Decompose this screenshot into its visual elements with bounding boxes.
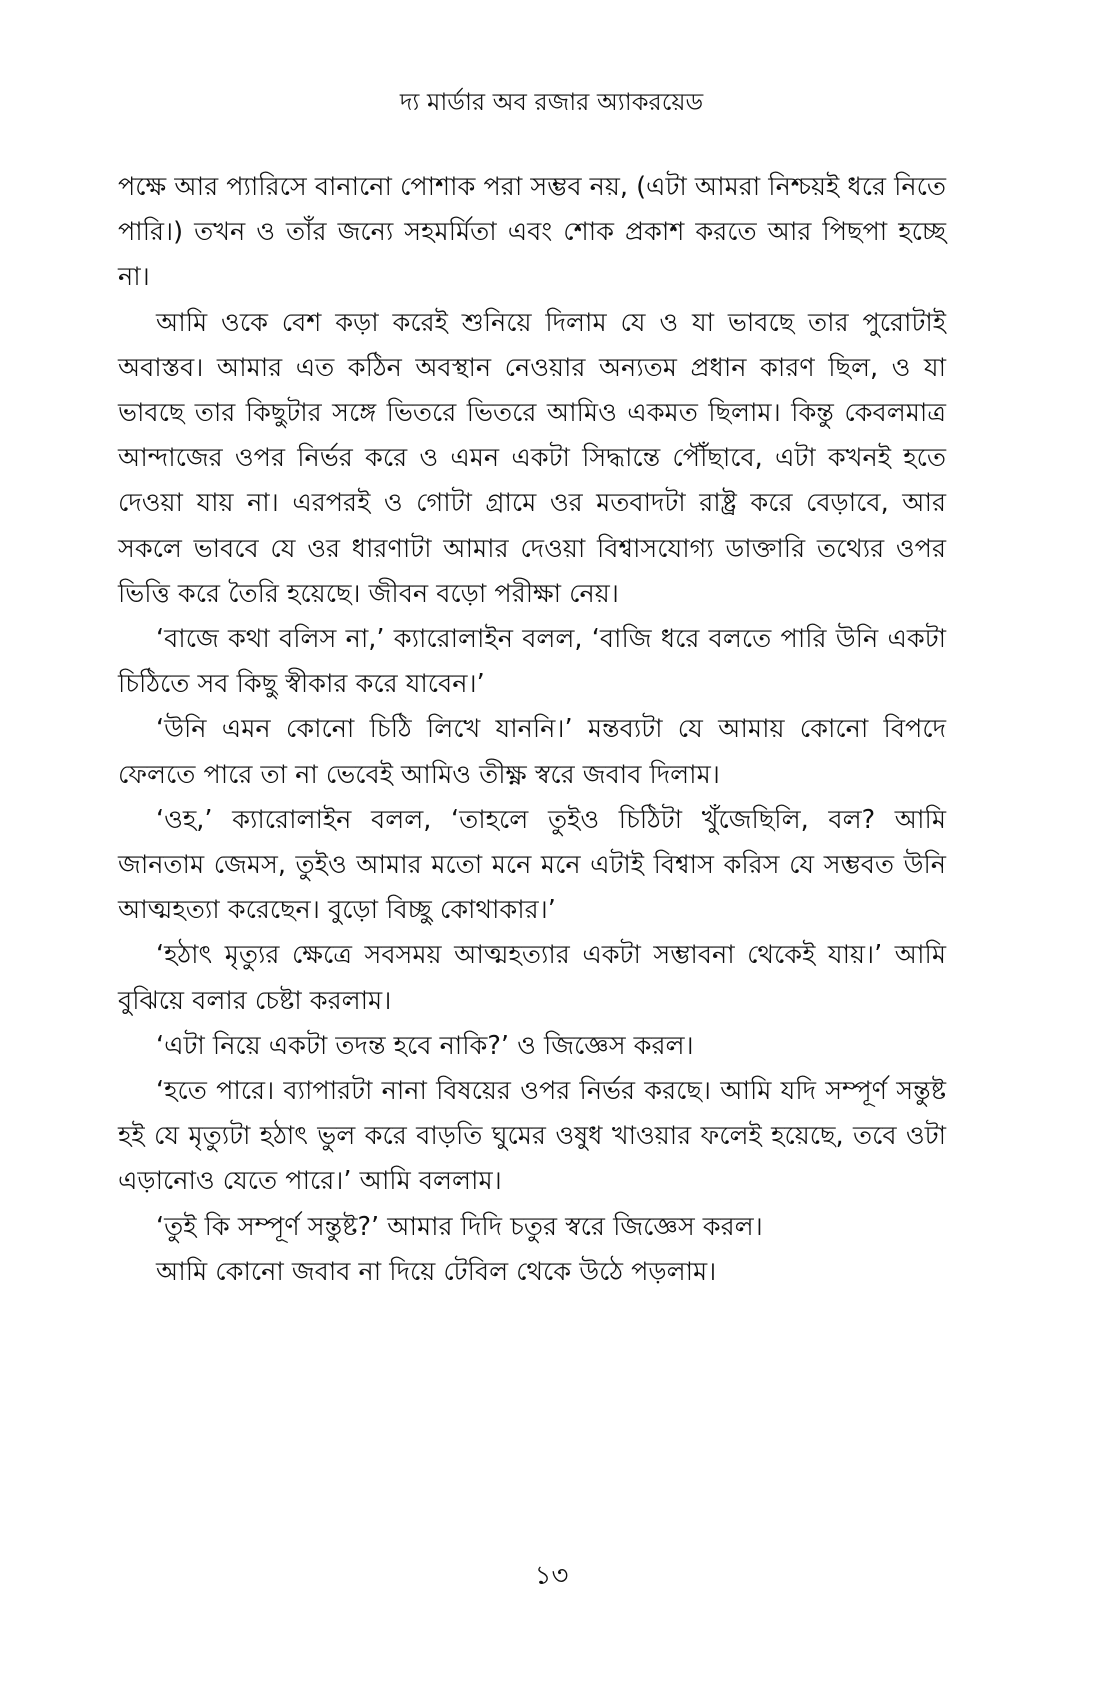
paragraph: ‘হঠাৎ মৃত্যুর ক্ষেত্রে সবসময় আত্মহত্যার একটা সম্ভাবনা থেকেই যায়।’ আমি বুঝিয়ে বলার চেষ্টা করলাম।	[118, 940, 946, 1016]
running-header-title: দ্য মার্ডার অব রজার অ্যাকরয়েড	[399, 88, 704, 116]
paragraph: আমি ওকে বেশ কড়া করেই শুনিয়ে দিলাম যে ও যা ভাবছে তার পুরোটাই অবাস্তব। আমার এত কঠিন অবস্থান নেওয়ার অন্যতম প্রধান কারণ ছিল, ও যা ভাবছে তার কিছুটার সঙ্গে ভিতরে ভিতরে আমিও একমত ছিলাম। কিন্তু কেবলমাত্র আন্দাজের ওপর নির্ভর করে ও এমন একটা সিদ্ধান্তে পৌঁছাবে, এটা কখনই হতে দেওয়া যায় না। এরপরই ও গোটা গ্রামে ওর মতবাদটা রাষ্ট্র করে বেড়াবে, আর সকলে ভাববে যে ওর ধারণাটা আমার দেওয়া বিশ্বাসযোগ্য ডাক্তারি তথ্যের ওপর ভিত্তি করে তৈরি হয়েছে। জীবন বড়ো পরীক্ষা নেয়।	[118, 307, 946, 609]
paragraph: ‘ওহ,’ ক্যারোলাইন বলল, ‘তাহলে তুইও চিঠিটা খুঁজেছিলি, বল? আমি জানতাম জেমস, তুইও আমার মতো মনে মনে এটাই বিশ্বাস করিস যে সম্ভবত উনি আত্মহত্যা করেছেন। বুড়ো বিচ্ছু কোথাকার।’	[118, 804, 946, 926]
paragraph: ‘উনি এমন কোনো চিঠি লিখে যাননি।’ মন্তব্যটা যে আমায় কোনো বিপদে ফেলতে পারে তা না ভেবেই আমিও তীক্ষ্ণ স্বরে জবাব দিলাম।	[118, 714, 946, 790]
paragraph: ‘তুই কি সম্পূর্ণ সন্তুষ্ট?’ আমার দিদি চতুর স্বরে জিজ্ঞেস করল।	[156, 1211, 763, 1242]
paragraph: আমি কোনো জবাব না দিয়ে টেবিল থেকে উঠে পড়লাম।	[156, 1256, 717, 1287]
paragraph: ‘বাজে কথা বলিস না,’ ক্যারোলাইন বলল, ‘বাজি ধরে বলতে পারি উনি একটা চিঠিতে সব কিছু স্বীকার করে যাবেন।’	[118, 624, 946, 700]
page-number: ১৩	[534, 1561, 569, 1591]
paragraph: পক্ষে আর প্যারিসে বানানো পোশাক পরা সম্ভব নয়, (এটা আমরা নিশ্চয়ই ধরে নিতে পারি।) তখন ও তাঁর জন্যে সহমর্মিতা এবং শোক প্রকাশ করতে আর পিছপা হচ্ছে না।	[118, 172, 946, 293]
body-text	[118, 165, 946, 1295]
paragraph: ‘এটা নিয়ে একটা তদন্ত হবে নাকি?’ ও জিজ্ঞেস করল।	[156, 1030, 694, 1061]
paragraph: ‘হতে পারে। ব্যাপারটা নানা বিষয়ের ওপর নির্ভর করছে। আমি যদি সম্পূর্ণ সন্তুষ্ট হই যে মৃত্যুটা হঠাৎ ভুল করে বাড়তি ঘুমের ওষুধ খাওয়ার ফলেই হয়েছে, তবে ওটা এড়ানোও যেতে পারে।’ আমি বললাম।	[118, 1076, 946, 1197]
